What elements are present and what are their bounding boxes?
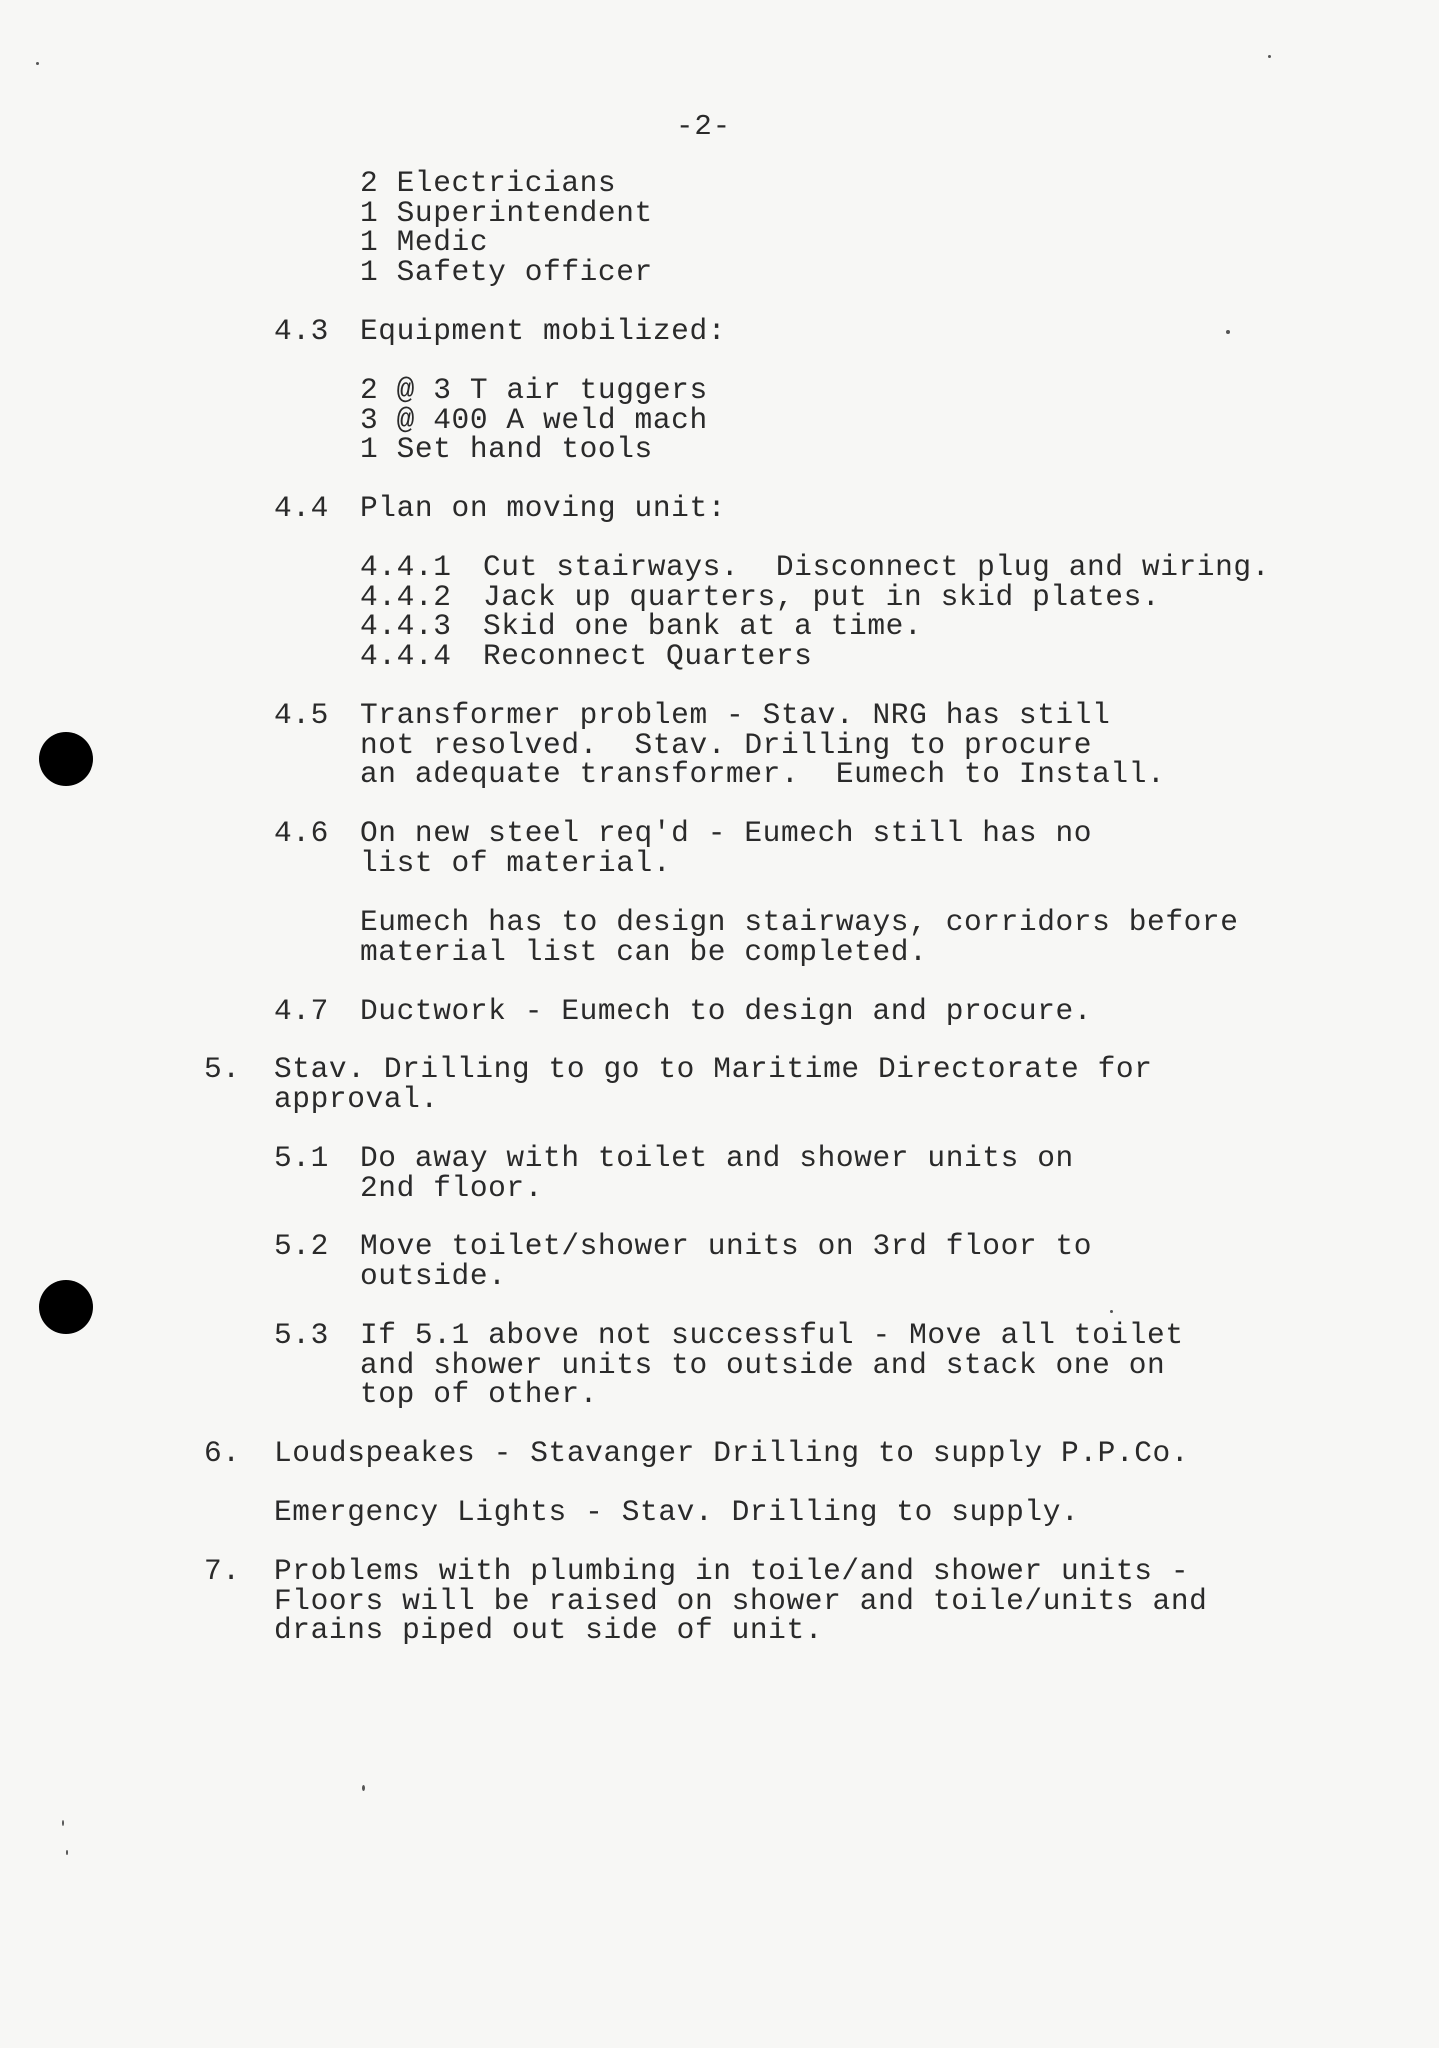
section-text: Transformer problem - Stav. NRG has still — [360, 698, 1111, 732]
section-text: list of material. — [360, 846, 672, 880]
subsection-number: 5.1 — [274, 1141, 329, 1175]
subsection-number: 5.3 — [274, 1318, 329, 1352]
scan-speck — [66, 1850, 68, 1855]
subsection-number: 4.4.2 — [360, 580, 452, 614]
equipment-item: 2 @ 3 T air tuggers — [360, 373, 708, 407]
crew-item: 2 Electricians — [360, 166, 617, 200]
section-text: drains piped out side of unit. — [274, 1613, 824, 1647]
section-text: Emergency Lights - Stav. Drilling to supply. — [274, 1495, 1080, 1529]
subsection-text: top of other. — [360, 1377, 598, 1411]
section-text: Floors will be raised on shower and toile/units and — [274, 1584, 1208, 1618]
subsection-number: 5.2 — [274, 1229, 329, 1263]
section-note: Eumech has to design stairways, corridors before — [360, 905, 1239, 939]
section-number: 7. — [204, 1554, 241, 1588]
section-text: Loudspeakes - Stavanger Drilling to supply P.P.Co. — [274, 1436, 1190, 1470]
crew-item: 1 Medic — [360, 225, 489, 259]
subsection-text: 2nd floor. — [360, 1171, 544, 1205]
section-text: Stav. Drilling to go to Maritime Directorate for — [274, 1052, 1153, 1086]
section-number: 4.6 — [274, 816, 329, 850]
equipment-item: 1 Set hand tools — [360, 432, 653, 466]
subsection-number: 4.4.4 — [360, 639, 452, 673]
subsection-text: Jack up quarters, put in skid plates. — [483, 580, 1161, 614]
page-number: -2- — [676, 110, 732, 143]
section-number: 4.5 — [274, 698, 329, 732]
section-text: Ductwork - Eumech to design and procure. — [360, 994, 1093, 1028]
crew-item: 1 Superintendent — [360, 196, 653, 230]
crew-item: 1 Safety officer — [360, 255, 653, 289]
section-number: 4.4 — [274, 491, 329, 525]
scan-speck — [1268, 55, 1271, 58]
section-note: material list can be completed. — [360, 935, 928, 969]
punch-hole — [39, 1280, 93, 1334]
section-text: not resolved. Stav. Drilling to procure — [360, 728, 1093, 762]
section-number: 4.7 — [274, 994, 329, 1028]
section-text: approval. — [274, 1082, 439, 1116]
section-title: Equipment mobilized: — [360, 314, 727, 348]
subsection-text: Skid one bank at a time. — [483, 609, 923, 643]
punch-hole — [39, 732, 93, 786]
section-text: an adequate transformer. Eumech to Install. — [360, 757, 1166, 791]
scan-speck — [36, 62, 39, 65]
subsection-text: Move toilet/shower units on 3rd floor to — [360, 1229, 1093, 1263]
section-number: 6. — [204, 1436, 241, 1470]
section-number: 4.3 — [274, 314, 329, 348]
subsection-text: Cut stairways. Disconnect plug and wiring. — [483, 550, 1271, 584]
subsection-text: Do away with toilet and shower units on — [360, 1141, 1074, 1175]
scan-speck — [362, 1785, 365, 1791]
section-text: Problems with plumbing in toile/and shower units - — [274, 1554, 1190, 1588]
subsection-text: If 5.1 above not successful - Move all toilet — [360, 1318, 1184, 1352]
subsection-text: outside. — [360, 1259, 507, 1293]
subsection-text: Reconnect Quarters — [483, 639, 813, 673]
scan-speck — [1226, 330, 1230, 334]
scan-speck — [1110, 1310, 1113, 1313]
section-text: On new steel req'd - Eumech still has no — [360, 816, 1093, 850]
scan-speck — [62, 1820, 64, 1826]
subsection-number: 4.4.3 — [360, 609, 452, 643]
subsection-number: 4.4.1 — [360, 550, 452, 584]
section-title: Plan on moving unit: — [360, 491, 727, 525]
section-number: 5. — [204, 1052, 241, 1086]
subsection-text: and shower units to outside and stack one on — [360, 1348, 1166, 1382]
equipment-item: 3 @ 400 A weld mach — [360, 403, 708, 437]
